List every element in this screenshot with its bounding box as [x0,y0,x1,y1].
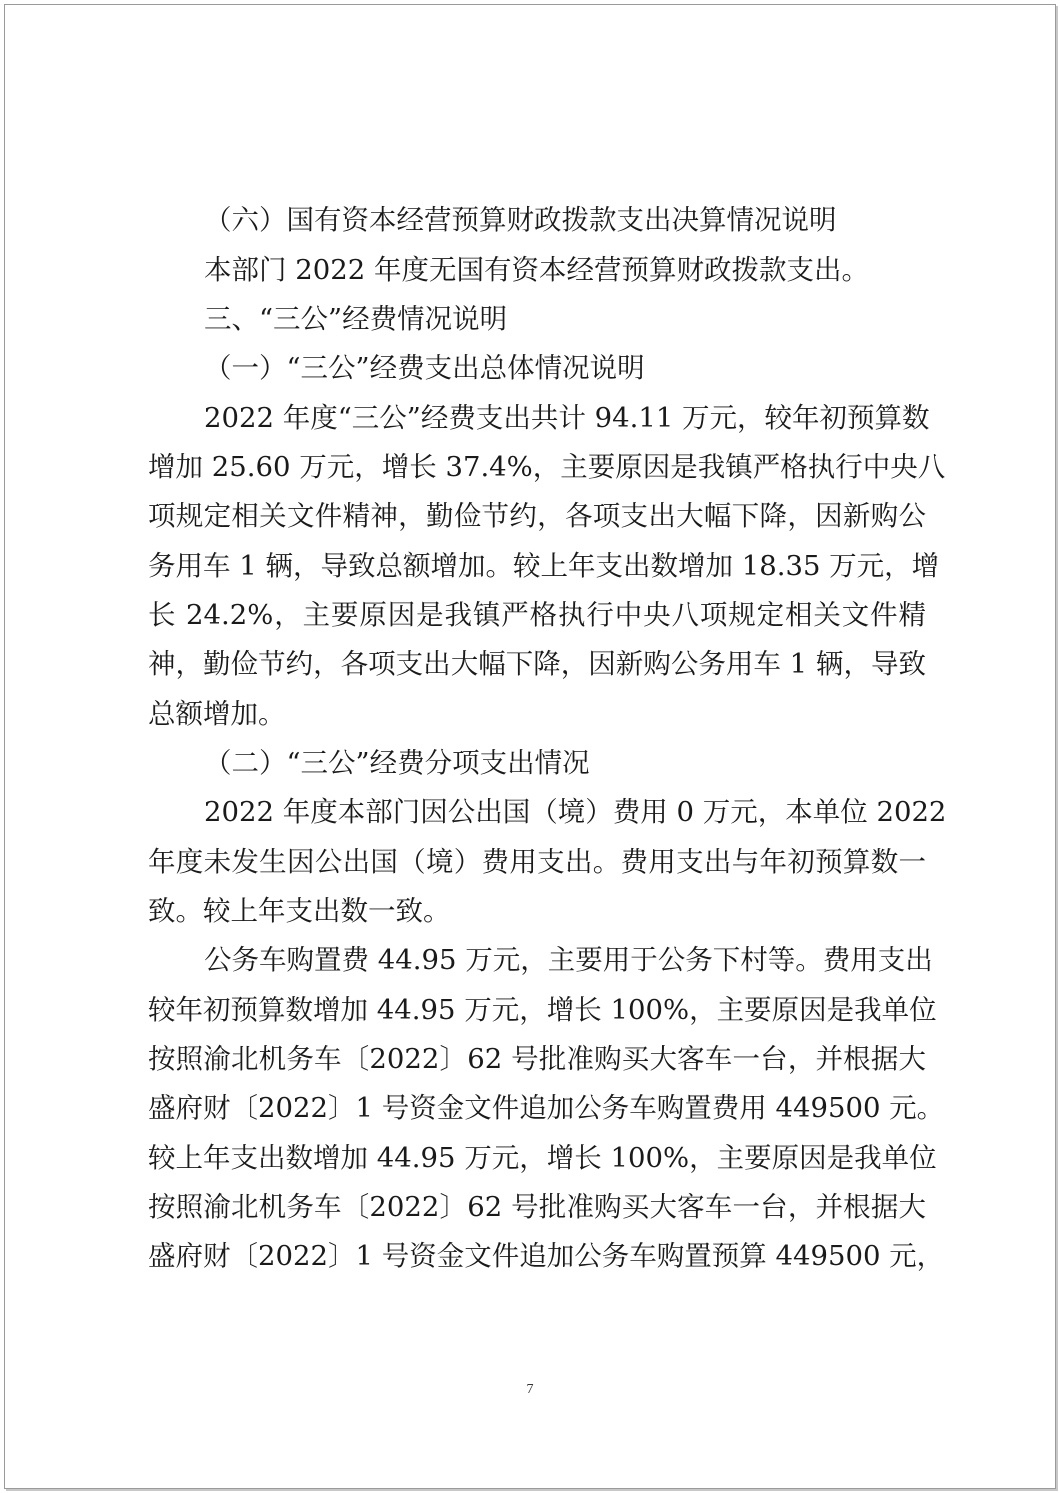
paragraph-line: 较上年支出数增加 44.95 万元，增长 100%，主要原因是我单位 [148,1142,937,1174]
section-heading-three: 三、“三公”经费情况说明 [204,303,508,335]
paragraph-line: 致。较上年支出数一致。 [148,895,451,927]
paragraph-line: 按照渝北机务车〔2022〕62 号批准购买大客车一台，并根据大 [148,1191,926,1223]
paragraph-line: 本部门 2022 年度无国有资本经营预算财政拨款支出。 [204,254,869,286]
paragraph-line: 项规定相关文件精神，勤俭节约，各项支出大幅下降，因新购公 [148,500,926,532]
paragraph-line: 务用车 1 辆，导致总额增加。较上年支出数增加 18.35 万元，增 [148,550,940,582]
section-heading-six: （六）国有资本经营预算财政拨款支出决算情况说明 [204,204,837,236]
paragraph-line: 公务车购置费 44.95 万元，主要用于公务下村等。费用支出 [204,944,933,976]
paragraph-line: 神，勤俭节约，各项支出大幅下降，因新购公务用车 1 辆，导致 [148,648,926,680]
paragraph-line: 2022 年度“三公”经费支出共计 94.11 万元，较年初预算数 [204,402,930,434]
paragraph-line: 2022 年度本部门因公出国（境）费用 0 万元，本单位 2022 [204,796,947,828]
paragraph-line: 增加 25.60 万元，增长 37.4%，主要原因是我镇严格执行中央八 [148,451,946,483]
paragraph-line: 较年初预算数增加 44.95 万元，增长 100%，主要原因是我单位 [148,994,937,1026]
paragraph-line: 长 24.2%，主要原因是我镇严格执行中央八项规定相关文件精 [148,599,926,631]
page-number: 7 [526,1382,534,1397]
paragraph-line: 年度未发生因公出国（境）费用支出。费用支出与年初预算数一 [148,846,926,878]
paragraph-line: 盛府财〔2022〕1 号资金文件追加公务车购置费用 449500 元。 [148,1092,945,1124]
paragraph-line: 按照渝北机务车〔2022〕62 号批准购买大客车一台，并根据大 [148,1043,926,1075]
paragraph-line: 盛府财〔2022〕1 号资金文件追加公务车购置预算 449500 元， [148,1240,945,1272]
subsection-heading-one: （一）“三公”经费支出总体情况说明 [204,352,645,384]
paragraph-line: 总额增加。 [148,698,286,730]
subsection-heading-two: （二）“三公”经费分项支出情况 [204,747,590,779]
